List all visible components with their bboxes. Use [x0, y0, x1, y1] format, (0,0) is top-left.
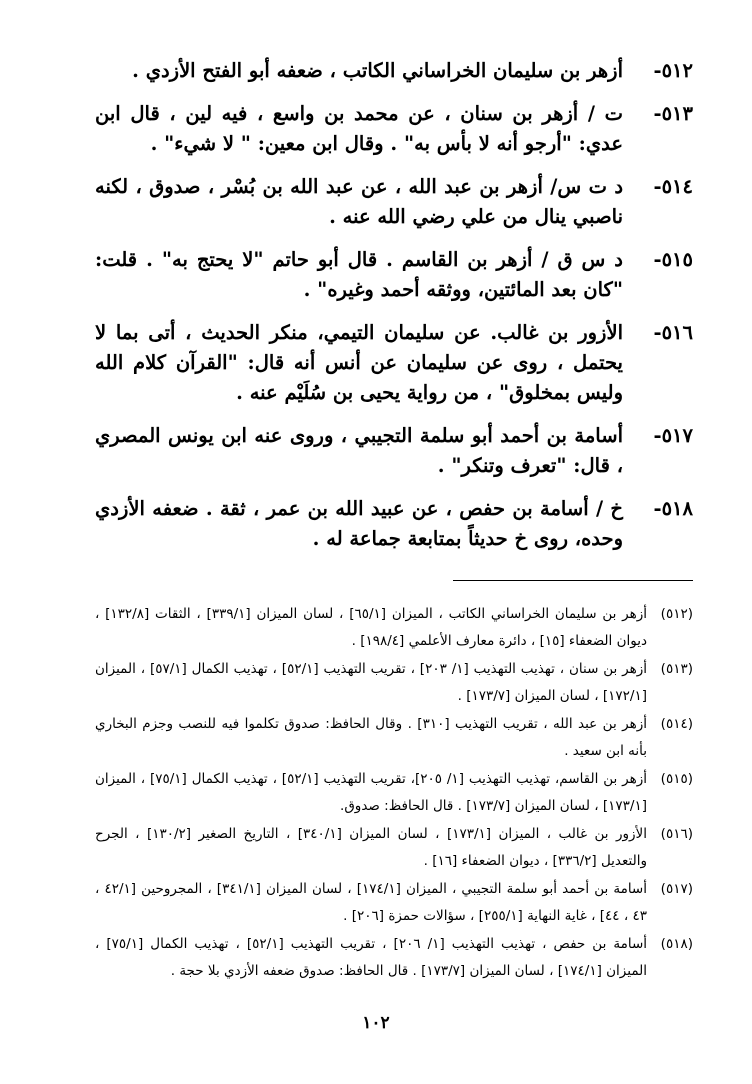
entry-517 — [95, 421, 693, 481]
entry-text: الأزور بن غالب. عن سليمان التيمي، منكر الحديث ، أتى بما لا يحتمل ، روى عن سليمان عن أنس أنه قال: "القرآن كلام الله وليس بمخلوق" ، من رواية يحيى بن سُلَيْم عنه . — [95, 321, 623, 404]
entry-516 — [95, 318, 693, 408]
footnote-number: (٥١٢) — [660, 606, 693, 622]
footnote-514 — [95, 711, 693, 765]
entry-number: ٥١٧- — [653, 424, 693, 447]
entry-518 — [95, 494, 693, 554]
entry-number: ٥١٥- — [653, 248, 693, 271]
footnote-text: أزهر بن عبد الله ، تقريب التهذيب [٣١٠] . وقال الحافظ: صدوق تكلموا فيه للنصب وجزم البخاري بأنه ابن سعيد . — [95, 716, 647, 759]
footnote-516 — [95, 821, 693, 875]
entry-515 — [95, 245, 693, 305]
footnote-text: الأزور بن غالب ، الميزان [١٧٣/١] ، لسان الميزان [٣٤٠/١] ، التاريخ الصغير [١٣٠/٢] ، الجرح والتعديل [٣٣٦/٢] ، ديوان الضعفاء [١٦] . — [95, 826, 647, 869]
footnote-text: أسامة بن حفص ، تهذيب التهذيب [١/ ٢٠٦] ، تقريب التهذيب [٥٢/١] ، تهذيب الكمال [٧٥/١] ، الميزان [١٧٤/١] ، لسان الميزان [١٧٣/٧] . قال الحافظ: صدوق ضعفه الأزدي بلا حجة . — [95, 936, 648, 979]
entry-text: خ / أسامة بن حفص ، عن عبيد الله بن عمر ، ثقة . ضعفه الأزدي وحده، روى خ حديثاً بمتابعة جماعة له . — [95, 497, 623, 550]
entry-number: ٥١٤- — [653, 175, 693, 198]
page-number: ١٠٢ — [362, 1013, 390, 1033]
footnote-number: (٥١٥) — [660, 771, 693, 787]
entry-text: ت / أزهر بن سنان ، عن محمد بن واسع ، فيه لين ، قال ابن عدي: "أرجو أنه لا بأس به" . وقال ابن معين: " لا شيء" . — [95, 102, 623, 155]
footnote-text: أزهر بن سليمان الخراساني الكاتب ، الميزان [٦٥/١] ، لسان الميزان [٣٣٩/١] ، الثقات [١٣٢/٨] ، ديوان الضعفاء [١٥] ، دائرة معارف الأعلمي [١٩٨/٤] . — [95, 606, 647, 649]
footnote-number: (٥١٨) — [660, 936, 693, 952]
footnote-513 — [95, 656, 693, 710]
entry-text: د س ق / أزهر بن القاسم . قال أبو حاتم "لا يحتج به" . قلت: "كان بعد المائتين، ووثقه أحمد وغيره" . — [95, 248, 623, 301]
entry-text: د ت س/ أزهر بن عبد الله ، عن عبد الله بن بُسْر ، صدوق ، لكنه ناصبي ينال من علي رضي الله عنه . — [95, 175, 623, 228]
entry-number: ٥١٦- — [653, 321, 693, 344]
entry-text: أسامة بن أحمد أبو سلمة التجيبي ، وروى عنه ابن يونس المصري ، قال: "تعرف وتنكر" . — [95, 424, 623, 477]
footnote-512 — [95, 601, 693, 655]
entry-514 — [95, 172, 693, 232]
entry-512 — [95, 56, 693, 86]
footnote-517 — [95, 876, 693, 930]
footnote-divider — [453, 580, 693, 581]
footnotes — [95, 601, 693, 985]
entry-number: ٥١٨- — [653, 497, 693, 520]
narrator-entries — [95, 56, 693, 554]
entry-513 — [95, 99, 693, 159]
entry-text: أزهر بن سليمان الخراساني الكاتب ، ضعفه أبو الفتح الأزدي . — [132, 59, 623, 82]
entry-number: ٥١٣- — [653, 102, 693, 125]
footnote-text: أزهر بن القاسم، تهذيب التهذيب [١/ ٢٠٥]، تقريب التهذيب [٥٢/١] ، تهذيب الكمال [٧٥/١] ، الميزان [١٧٣/١] ، لسان الميزان [١٧٣/٧] . قال الحافظ: صدوق. — [95, 771, 648, 814]
entry-number: ٥١٢- — [653, 59, 693, 82]
footnote-number: (٥١٤) — [660, 716, 693, 732]
footnote-text: أزهر بن سنان ، تهذيب التهذيب [١/ ٢٠٣] ، تقريب التهذيب [٥٢/١] ، تهذيب الكمال [٥٧/١] ، الميزان [١٧٢/١] ، لسان الميزان [١٧٣/٧] . — [95, 661, 648, 704]
footnote-515 — [95, 766, 693, 820]
footnote-text: أسامة بن أحمد أبو سلمة التجيبي ، الميزان [١٧٤/١] ، لسان الميزان [٣٤١/١] ، المجروحين [٤٢/١ ، ٤٣ ، ٤٤] ، غاية النهاية [٢٥٥/١] ، سؤالات حمزة [٢٠٦] . — [95, 881, 647, 924]
footnote-number: (٥١٧) — [660, 881, 693, 897]
footnote-number: (٥١٦) — [660, 826, 693, 842]
footnote-518 — [95, 931, 693, 985]
footnote-number: (٥١٣) — [660, 661, 693, 677]
book-page — [95, 56, 693, 986]
